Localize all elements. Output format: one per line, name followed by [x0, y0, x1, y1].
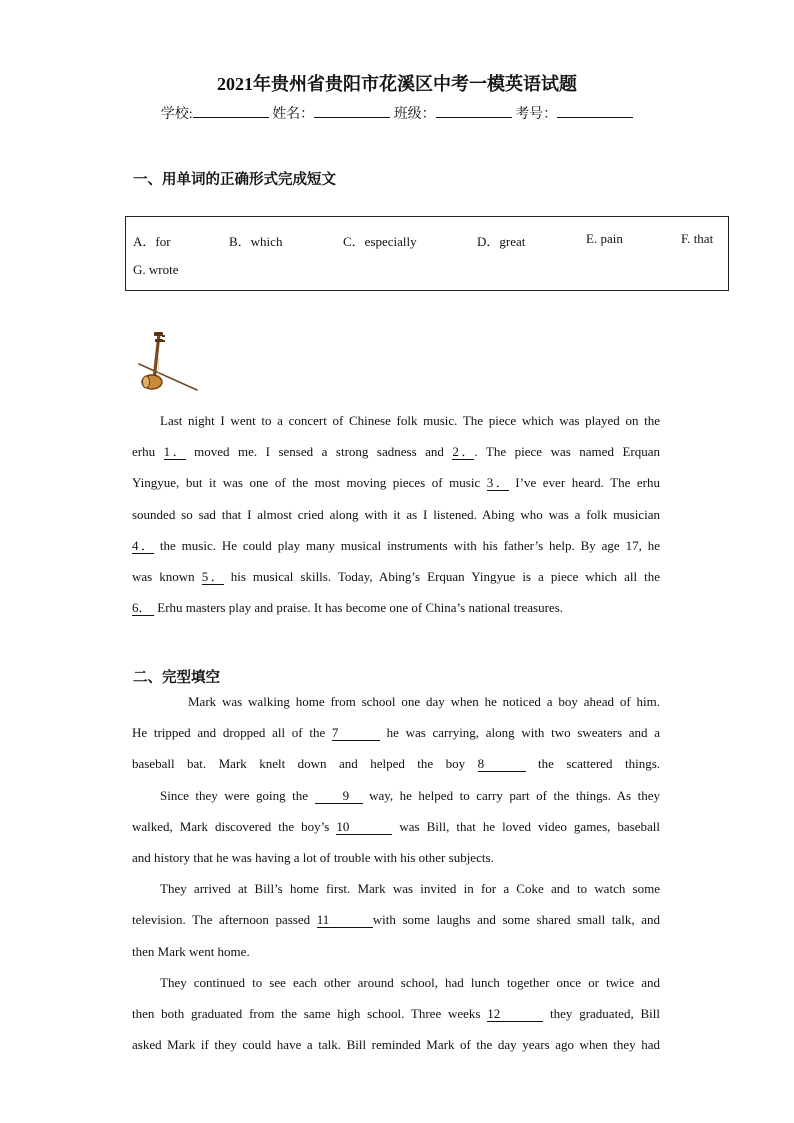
name-blank[interactable]: [314, 105, 390, 118]
cloze-line-5: walked, Mark discovered the boy’s 10 was Bill, that he loved video games, baseball: [132, 818, 660, 834]
cloze-line-11: then both graduated from the same high school. Three weeks 12 they graduated, Bill: [132, 1005, 660, 1021]
blank-7[interactable]: 7: [332, 726, 380, 741]
blank-1[interactable]: 1．: [163, 444, 186, 460]
blank-3[interactable]: 3．: [486, 475, 509, 491]
blank-12[interactable]: 12: [487, 1007, 543, 1022]
passage-line-6: was known 5． his musical skills. Today, Abing’s Erquan Yingyue is a piece which all the: [132, 568, 661, 584]
blank-9[interactable]: 9: [315, 789, 363, 804]
blank-10[interactable]: 10: [336, 820, 392, 835]
name-label: 姓名：: [272, 107, 315, 122]
option-f: F. that: [681, 231, 714, 246]
id-blank[interactable]: [557, 105, 633, 118]
blank-6[interactable]: 6．: [132, 601, 154, 616]
option-d: D．great: [477, 234, 526, 249]
cloze-line-2: He tripped and dropped all of the 7 he was carrying, along with two sweaters and a: [132, 725, 661, 741]
erhu-instrument-image: [131, 328, 203, 396]
passage-line-7: 6． Erhu masters play and praise. It has become one of China’s national treasures.: [132, 600, 564, 616]
passage-line-1: Last night I went to a concert of Chinese folk music. The piece which was played on the: [160, 413, 660, 428]
blank-4[interactable]: 4．: [132, 537, 154, 553]
student-info-line: [0, 103, 794, 123]
option-a: A．for: [133, 234, 171, 249]
option-e: E. pain: [586, 231, 623, 246]
school-label: 学校:: [160, 107, 193, 122]
section1-title: 一、用单词的正确形式完成短文: [133, 172, 336, 188]
option-g: G. wrote: [133, 262, 179, 277]
option-b: B．which: [229, 234, 283, 249]
blank-8[interactable]: 8: [478, 757, 526, 772]
class-blank[interactable]: [436, 105, 512, 118]
blank-11[interactable]: 11: [317, 913, 373, 928]
class-label: 班级：: [393, 107, 436, 122]
school-blank[interactable]: [193, 105, 269, 118]
cloze-line-6: and history that he was having a lot of trouble with his other subjects.: [132, 849, 494, 865]
option-c: C．especially: [343, 234, 417, 249]
word-bank-box: [125, 216, 729, 291]
blank-2[interactable]: 2．: [452, 444, 475, 460]
passage-line-2: erhu 1． moved me. I sensed a strong sadness and 2．. The piece was named Erquan: [132, 444, 660, 460]
passage-line-5: 4． the music. He could play many musical instruments with his father’s help. By age 17, he: [132, 537, 660, 553]
section2-passage: [132, 686, 660, 1060]
section2-title: 二、完型填空: [133, 670, 220, 686]
page-title: 2021年贵州省贵阳市花溪区中考一模英语试题: [217, 74, 577, 94]
passage-line-3: Yingyue, but it was one of the most moving pieces of music 3． I’ve ever heard. The erhu: [132, 475, 660, 491]
cloze-line-12: asked Mark if they could have a talk. Bill reminded Mark of the day years ago when they had: [132, 1037, 660, 1053]
blank-5[interactable]: 5．: [201, 568, 224, 584]
cloze-line-10: They continued to see each other around school, had lunch together once or twice and: [160, 974, 660, 990]
cloze-line-7: They arrived at Bill’s home first. Mark was invited in for a Coke and to watch some: [160, 881, 660, 897]
cloze-line-9: then Mark went home.: [132, 943, 250, 959]
id-label: 考号：: [515, 107, 558, 122]
cloze-line-8: television. The afternoon passed 11 with some laughs and some shared small talk, and: [132, 912, 661, 928]
cloze-line-4: Since they were going the 9 way, he helped to carry part of the things. As they: [160, 787, 660, 803]
section1-passage: [132, 405, 660, 623]
cloze-line-3: baseball bat. Mark knelt down and helped the boy 8 the scattered things.: [132, 756, 660, 772]
cloze-line-1: Mark was walking home from school one day when he noticed a boy ahead of him.: [188, 694, 660, 709]
passage-line-4: sounded so sad that I almost cried along with it as I listened. Abing who was a folk musician: [132, 506, 660, 522]
